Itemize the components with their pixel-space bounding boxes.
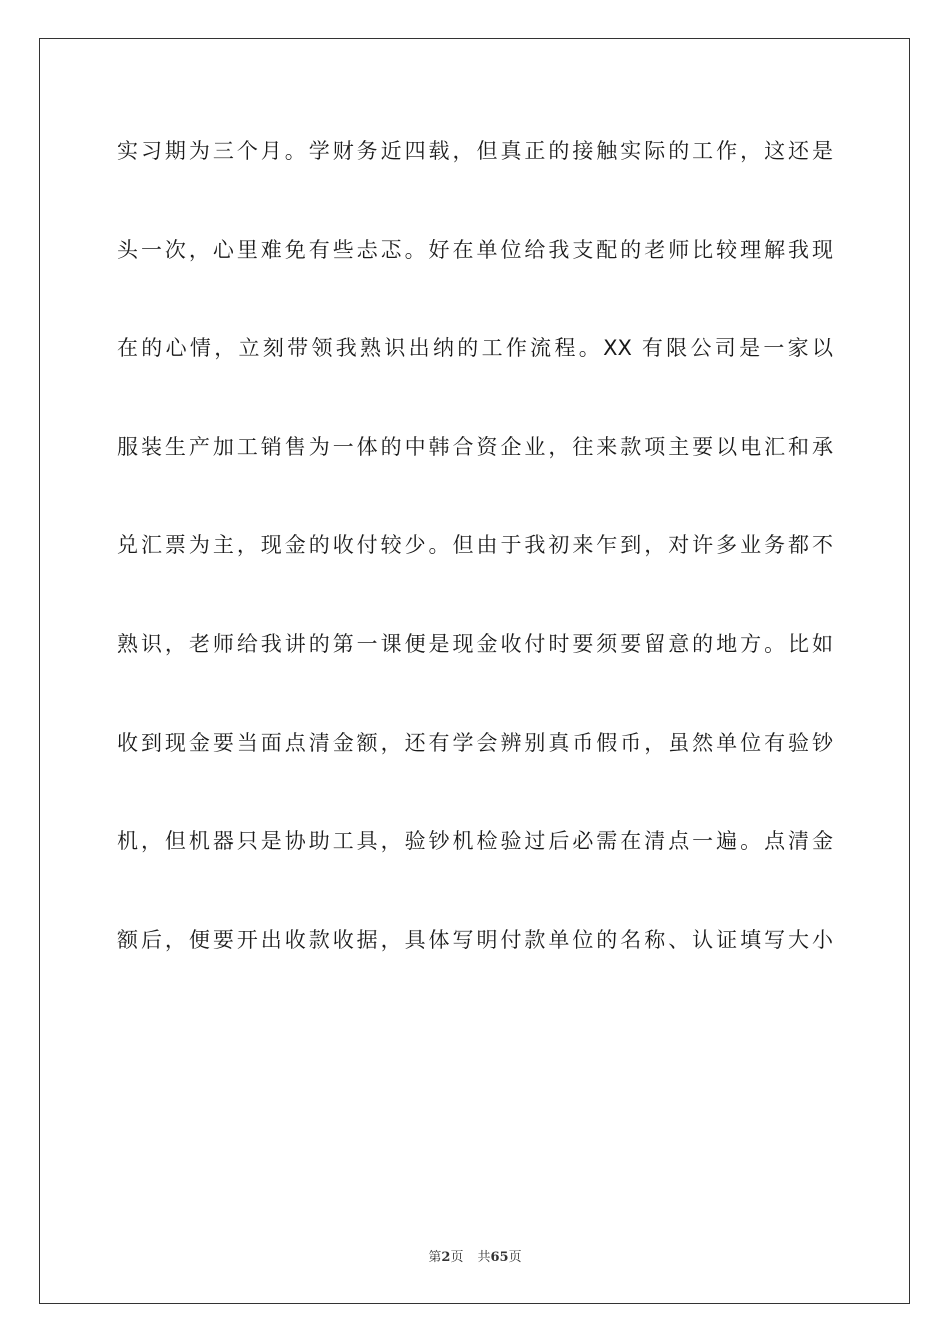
total-prefix: 共	[477, 1250, 491, 1265]
text-line-2: 头一次，心里难免有些忐忑。好在单位给我支配的老师比较理解我现	[117, 237, 833, 262]
document-body	[117, 130, 833, 1017]
text-line-5: 兑汇票为主，现金的收付较少。但由于我初来乍到，对许多业务都不	[117, 533, 833, 558]
text-line-1: 实习期为三个月。学财务近四载，但真正的接触实际的工作，这还是	[117, 139, 833, 163]
text-line-9: 额后，便要开出收款收据，具体写明付款单位的名称、认证填写大小	[117, 927, 833, 952]
text-line-6: 熟识，老师给我讲的第一课便是现金收付时要须要留意的地方。比如	[117, 631, 833, 656]
page-footer	[0, 1246, 950, 1265]
page-number: 2	[441, 1250, 451, 1265]
page-prefix: 第	[428, 1250, 442, 1265]
text-line-8: 机，但机器只是协助工具，验钞机检验过后必需在清点一遍。点清金	[117, 829, 833, 854]
text-line-3: 在的心情，立刻带领我熟识出纳的工作流程。XX 有限公司是一家以	[117, 336, 833, 361]
text-line-4: 服装生产加工销售为一体的中韩合资企业，往来款项主要以电汇和承	[117, 434, 833, 459]
page-suffix: 页	[450, 1250, 464, 1265]
total-suffix: 页	[508, 1250, 522, 1265]
text-line-7: 收到现金要当面点清金额，还有学会辨别真币假币，虽然单位有验钞	[117, 730, 833, 755]
total-pages: 65	[490, 1250, 509, 1265]
